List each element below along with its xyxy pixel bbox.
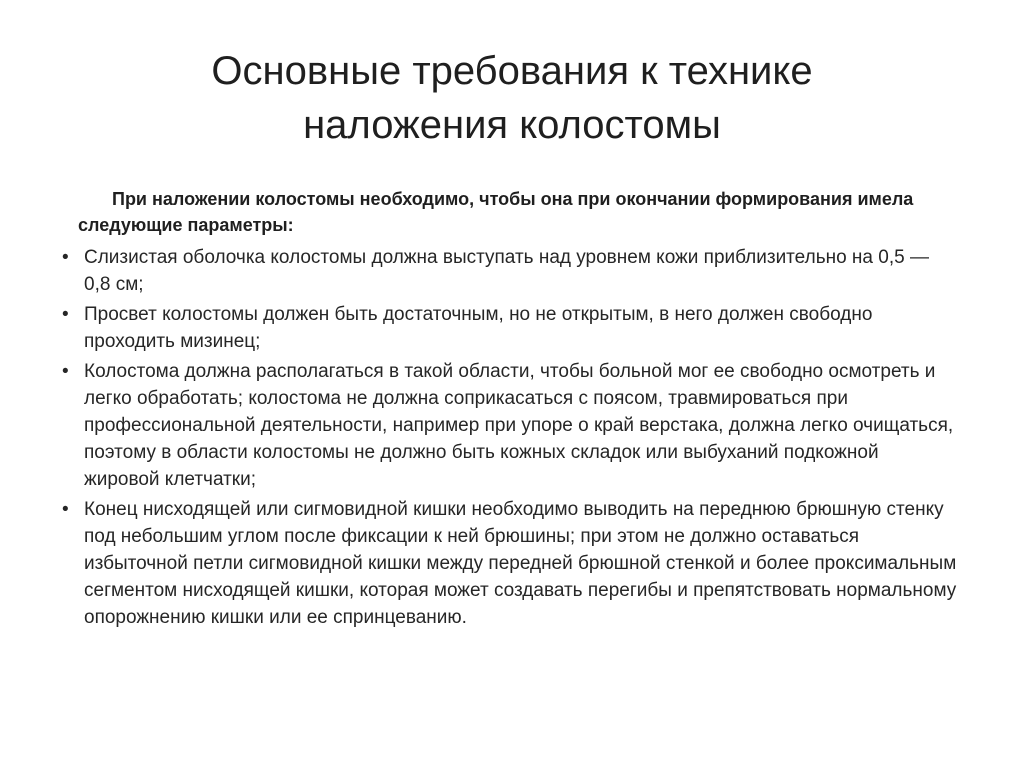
slide-body: [58, 186, 958, 634]
bullet-item-1: [58, 244, 958, 298]
bullet-text-2: Просвет колостомы должен быть достаточным, но не открытым, в него должен свободно проходить мизинец;: [84, 304, 873, 352]
intro-paragraph: При наложении колостомы необходимо, чтобы она при окончании формирования имела следующие параметры:: [78, 189, 914, 235]
bullet-icon: •: [62, 361, 69, 382]
slide-title-line-2: наложения колостомы: [303, 103, 721, 147]
slide-title: [60, 44, 964, 152]
bullet-text-4: Конец нисходящей или сигмовидной кишки необходимо выводить на переднюю брюшную стенку под небольшим углом после фиксации к ней брюшины; при этом не должно оставаться избыточной петли сигмовидной кишки между передней брюшной стенкой и более проксимальным сегментом нисходящей кишки, которая может создавать перегибы и препятствовать нормальному опорожнению кишки или ее спринцеванию.: [84, 499, 957, 628]
bullet-item-4: [58, 496, 958, 631]
bullet-text-1: Слизистая оболочка колостомы должна выступать над уровнем кожи приблизительно на 0,5 — 0,8 см;: [84, 247, 929, 295]
bullet-icon: •: [62, 247, 69, 268]
bullet-list: [58, 244, 958, 631]
bullet-icon: •: [62, 304, 69, 325]
bullet-item-3: [58, 358, 958, 493]
bullet-item-2: [58, 301, 958, 355]
slide-title-line-1: Основные требования к технике: [211, 49, 813, 93]
bullet-icon: •: [62, 499, 69, 520]
bullet-text-3: Колостома должна располагаться в такой области, чтобы больной мог ее свободно осмотреть и легко обработать; колостома не должна соприкасаться с поясом, травмироваться при профессиональной деятельности, например при упоре о край верстака, должна легко очищаться, поэтому в области колостомы не должно быть кожных складок или выбуханий подкожной жировой клетчатки;: [84, 361, 954, 490]
